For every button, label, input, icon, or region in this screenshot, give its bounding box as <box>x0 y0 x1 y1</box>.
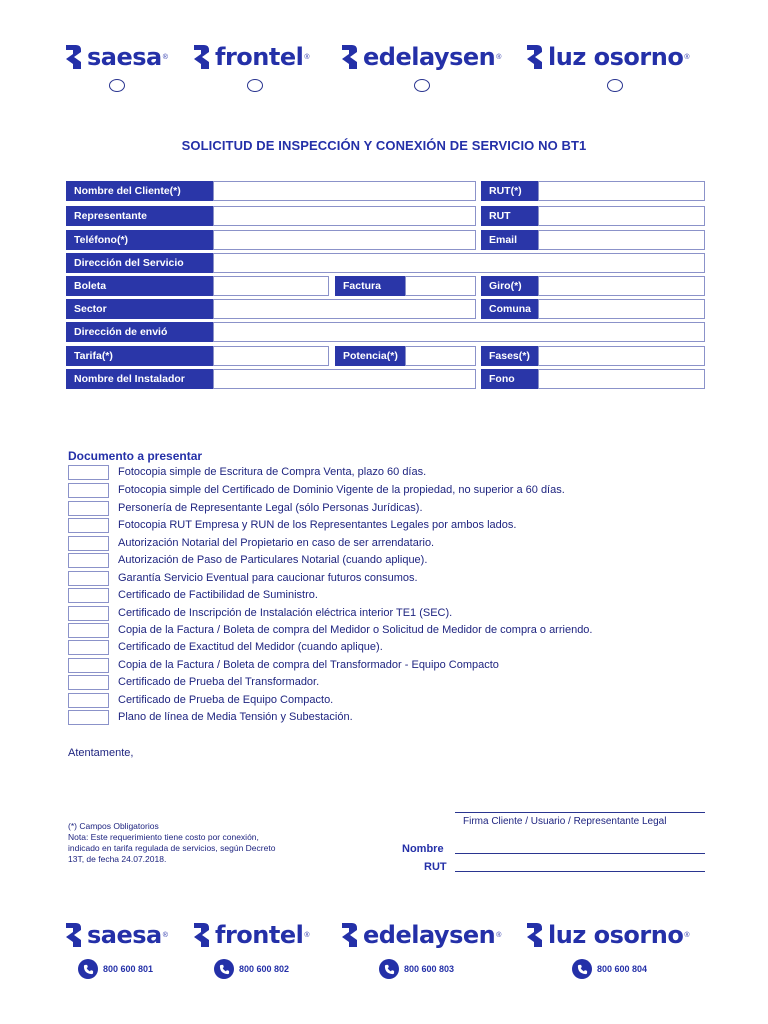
input-sector[interactable] <box>213 299 476 319</box>
brand-name: frontel <box>215 921 304 949</box>
brand-name: luz osorno <box>548 43 684 71</box>
document-checkbox[interactable] <box>68 675 109 690</box>
document-item <box>68 553 708 569</box>
label-fases: Fases(*) <box>481 346 538 366</box>
logo-frontel: frontel ® <box>192 40 310 74</box>
document-item <box>68 710 708 726</box>
brand-name: frontel <box>215 43 304 71</box>
input-fono[interactable] <box>538 369 705 389</box>
logo-frontel: frontel ® <box>192 918 310 952</box>
label-rut-representante: RUT <box>481 206 538 226</box>
label-nombre-cliente: Nombre del Cliente(*) <box>66 181 213 201</box>
document-item <box>68 606 708 622</box>
note-line: indicado en tarifa regulada de servicios, según Decreto <box>68 843 276 853</box>
brand-name: edelaysen <box>363 921 496 949</box>
closing-text: Atentamente, <box>68 747 134 759</box>
document-checkbox[interactable] <box>68 710 109 725</box>
document-item <box>68 518 708 534</box>
label-rut-cliente: RUT(*) <box>481 181 538 201</box>
document-label: Certificado de Inscripción de Instalación eléctrica interior TE1 (SEC). <box>118 607 453 619</box>
signature-caption: Firma Cliente / Usuario / Representante Legal <box>463 816 667 827</box>
brand-name: edelaysen <box>363 43 496 71</box>
document-checkbox[interactable] <box>68 518 109 533</box>
radio-saesa[interactable] <box>109 79 125 92</box>
input-potencia[interactable] <box>405 346 476 366</box>
input-telefono[interactable] <box>213 230 476 250</box>
input-giro[interactable] <box>538 276 705 296</box>
input-comuna[interactable] <box>538 299 705 319</box>
brand-name: saesa <box>87 921 162 949</box>
document-label: Personería de Representante Legal (sólo Personas Jurídicas). <box>118 502 423 514</box>
phone-icon <box>78 959 98 979</box>
input-boleta[interactable] <box>213 276 329 296</box>
input-rut-representante[interactable] <box>538 206 705 226</box>
footer-logos <box>0 918 768 958</box>
brand-mark-icon <box>192 921 212 949</box>
label-sector: Sector <box>66 299 213 319</box>
logo-luz-osorno: luz osorno ® <box>525 918 689 952</box>
radio-luz-osorno[interactable] <box>607 79 623 92</box>
logo-edelaysen: edelaysen ® <box>340 918 501 952</box>
label-tarifa: Tarifa(*) <box>66 346 213 366</box>
signature-line[interactable] <box>455 812 705 813</box>
input-email[interactable] <box>538 230 705 250</box>
input-representante[interactable] <box>213 206 476 226</box>
footnotes <box>68 821 328 865</box>
document-item <box>68 536 708 552</box>
document-label: Fotocopia simple de Escritura de Compra Venta, plazo 60 días. <box>118 466 427 478</box>
logo-luz-osorno: luz osorno ® <box>525 40 689 74</box>
document-checkbox[interactable] <box>68 553 109 568</box>
documents-title: Documento a presentar <box>68 449 203 463</box>
document-item <box>68 571 708 587</box>
document-item <box>68 465 708 481</box>
document-label: Autorización Notarial del Propietario en caso de ser arrendatario. <box>118 537 435 549</box>
radio-edelaysen[interactable] <box>414 79 430 92</box>
input-tarifa[interactable] <box>213 346 329 366</box>
logo-saesa: saesa ® <box>64 918 168 952</box>
label-representante: Representante <box>66 206 213 226</box>
phone-frontel <box>214 959 289 979</box>
document-label: Plano de línea de Media Tensión y Subestación. <box>118 711 353 723</box>
input-rut-firma[interactable] <box>455 871 705 872</box>
label-nombre-firma: Nombre <box>402 843 444 855</box>
brand-name: saesa <box>87 43 162 71</box>
input-nombre-firma[interactable] <box>455 853 705 854</box>
input-nombre-cliente[interactable] <box>213 181 476 201</box>
page-title: SOLICITUD DE INSPECCIÓN Y CONEXIÓN DE SERVICIO NO BT1 <box>181 138 587 153</box>
phone-icon <box>379 959 399 979</box>
label-direccion-envio: Dirección de envió <box>66 322 213 342</box>
document-checkbox[interactable] <box>68 658 109 673</box>
logo-edelaysen: edelaysen ® <box>340 40 501 74</box>
brand-mark-icon <box>64 43 84 71</box>
input-factura[interactable] <box>405 276 476 296</box>
brand-mark-icon <box>340 43 360 71</box>
label-email: Email <box>481 230 538 250</box>
label-direccion-servicio: Dirección del Servicio <box>66 253 213 273</box>
document-label: Certificado de Factibilidad de Suministro. <box>118 589 318 601</box>
document-item <box>68 658 708 674</box>
radio-frontel[interactable] <box>247 79 263 92</box>
phone-luz-osorno <box>572 959 647 979</box>
brand-mark-icon <box>525 921 545 949</box>
label-nombre-instalador: Nombre del Instalador <box>66 369 213 389</box>
label-potencia: Potencia(*) <box>335 346 405 366</box>
document-checkbox[interactable] <box>68 640 109 655</box>
input-nombre-instalador[interactable] <box>213 369 476 389</box>
document-label: Certificado de Prueba del Transformador. <box>118 676 320 688</box>
document-label: Fotocopia simple del Certificado de Dominio Vigente de la propiedad, no superior a 60 días. <box>118 484 565 496</box>
phone-saesa <box>78 959 153 979</box>
document-checkbox[interactable] <box>68 571 109 586</box>
input-fases[interactable] <box>538 346 705 366</box>
phone-number: 800 600 801 <box>103 964 154 974</box>
note-line: 13T, de fecha 24.07.2018. <box>68 854 167 864</box>
input-rut-cliente[interactable] <box>538 181 705 201</box>
document-item <box>68 501 708 517</box>
document-checkbox[interactable] <box>68 606 109 621</box>
document-item <box>68 483 708 499</box>
document-item <box>68 693 708 709</box>
input-direccion-servicio[interactable] <box>213 253 705 273</box>
document-checkbox[interactable] <box>68 483 109 498</box>
document-item <box>68 675 708 691</box>
label-telefono: Teléfono(*) <box>66 230 213 250</box>
label-fono: Fono <box>481 369 538 389</box>
logo-saesa: saesa ® <box>64 40 168 74</box>
label-boleta: Boleta <box>66 276 213 296</box>
header-logos <box>0 40 768 80</box>
phone-edelaysen <box>379 959 454 979</box>
document-label: Garantía Servicio Eventual para caucionar futuros consumos. <box>118 572 418 584</box>
document-checkbox[interactable] <box>68 465 109 480</box>
brand-mark-icon <box>340 921 360 949</box>
document-item <box>68 588 708 604</box>
document-checkbox[interactable] <box>68 501 109 516</box>
brand-mark-icon <box>64 921 84 949</box>
brand-mark-icon <box>525 43 545 71</box>
phone-number: 800 600 804 <box>597 964 648 974</box>
label-rut-firma: RUT <box>424 861 447 873</box>
brand-name: luz osorno <box>548 921 684 949</box>
document-item <box>68 623 708 639</box>
phone-number: 800 600 803 <box>404 964 455 974</box>
document-checkbox[interactable] <box>68 588 109 603</box>
phone-icon <box>214 959 234 979</box>
document-label: Fotocopia RUT Empresa y RUN de los Representantes Legales por ambos lados. <box>118 519 517 531</box>
document-label: Certificado de Exactitud del Medidor (cuando aplique). <box>118 641 383 653</box>
document-label: Certificado de Prueba de Equipo Compacto. <box>118 694 334 706</box>
phone-icon <box>572 959 592 979</box>
phone-number: 800 600 802 <box>239 964 290 974</box>
label-giro: Giro(*) <box>481 276 538 296</box>
document-label: Autorización de Paso de Particulares Notarial (cuando aplique). <box>118 554 428 566</box>
brand-mark-icon <box>192 43 212 71</box>
document-label: Copia de la Factura / Boleta de compra del Transformador - Equipo Compacto <box>118 659 499 671</box>
input-direccion-envio[interactable] <box>213 322 705 342</box>
label-comuna: Comuna <box>481 299 538 319</box>
document-item <box>68 640 708 656</box>
note-required: (*) Campos Obligatorios <box>68 821 159 831</box>
label-factura: Factura <box>335 276 405 296</box>
document-label: Copia de la Factura / Boleta de compra del Medidor o Solicitud de Medidor de compra o arriendo. <box>118 624 593 636</box>
document-checkbox[interactable] <box>68 623 109 638</box>
note-line: Nota: Este requerimiento tiene costo por conexión, <box>68 832 259 842</box>
document-checkbox[interactable] <box>68 693 109 708</box>
document-checkbox[interactable] <box>68 536 109 551</box>
